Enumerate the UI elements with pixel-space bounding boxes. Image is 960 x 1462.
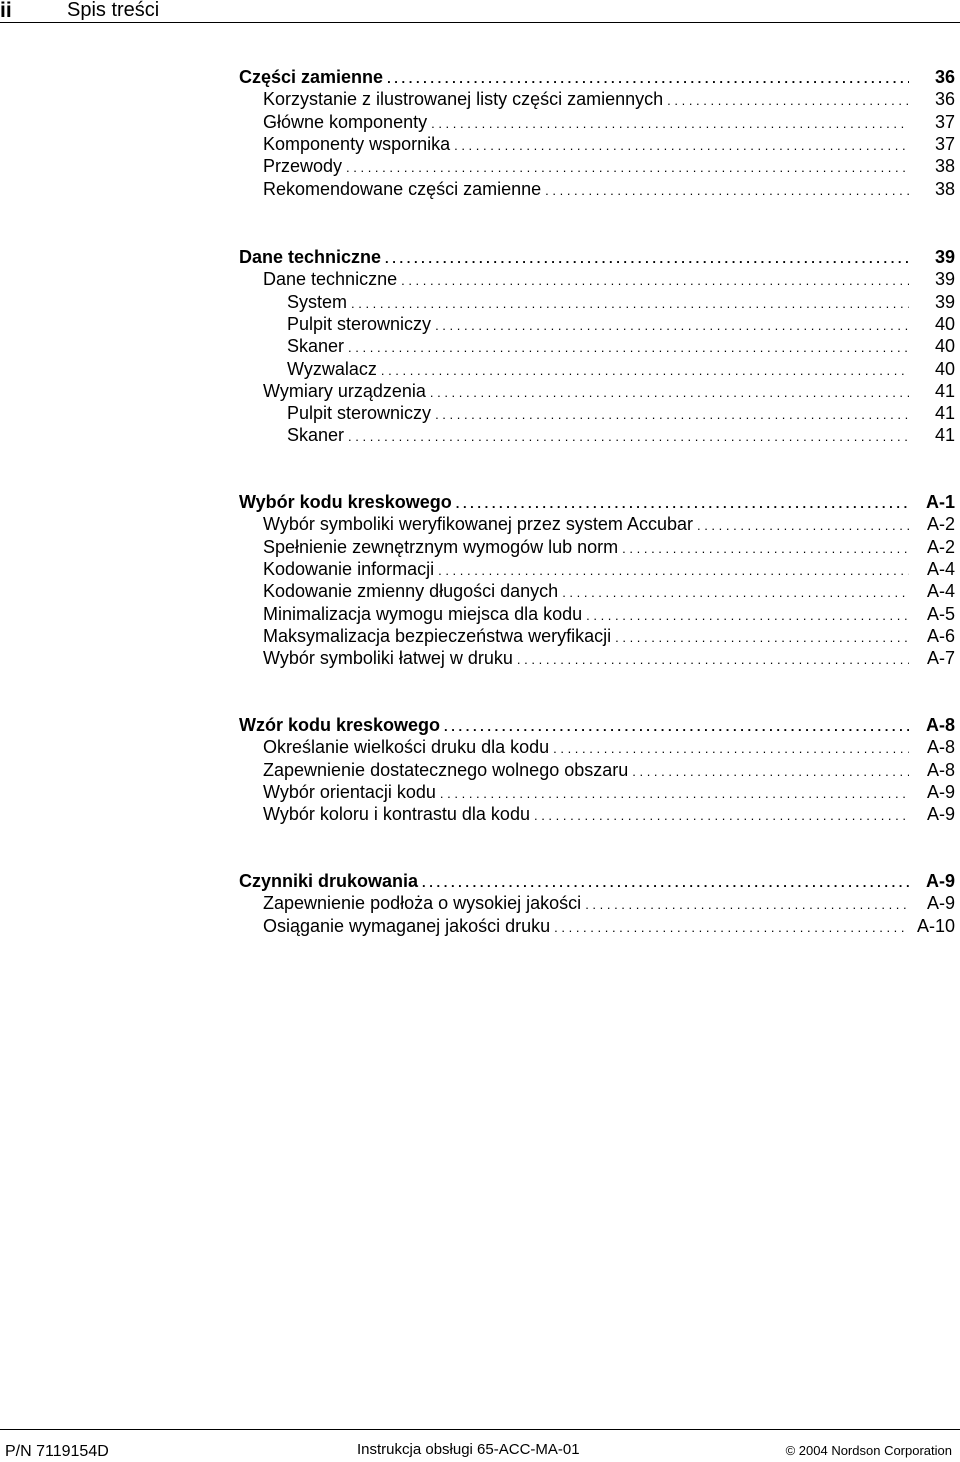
toc-entry[interactable] <box>263 380 955 402</box>
toc-entry[interactable] <box>263 88 955 110</box>
toc-entry-label: Maksymalizacja bezpieczeństwa weryfikacji <box>263 625 612 646</box>
toc-entry-page: A-7 <box>926 648 955 669</box>
page-title: Spis treści <box>67 0 160 21</box>
dot-leader <box>344 337 909 359</box>
dot-leader <box>344 426 909 448</box>
dot-leader <box>530 805 909 827</box>
dot-leader <box>347 293 909 315</box>
toc-entry-label: Przewody <box>263 156 343 177</box>
toc-entry-page: 40 <box>934 358 955 379</box>
toc-entry-page: A-8 <box>926 737 955 758</box>
toc-entry-page: A-9 <box>926 804 955 825</box>
dot-leader <box>628 761 909 783</box>
dot-leader <box>541 180 909 202</box>
toc-entry-label: Osiąganie wymaganej jakości druku <box>263 915 551 936</box>
toc-entry-label: Wybór kodu kreskowego <box>239 492 452 512</box>
toc-entry[interactable] <box>263 892 955 914</box>
dot-leader <box>550 917 909 939</box>
manual-id: Instrukcja obsługi 65-ACC-MA-01 <box>357 1441 580 1458</box>
page-footer <box>0 1429 960 1462</box>
toc-entry-page: 40 <box>934 336 955 357</box>
toc-entry[interactable] <box>287 313 955 335</box>
toc-entry[interactable] <box>263 268 955 290</box>
toc-entry[interactable] <box>263 133 955 155</box>
toc-entry-page: 39 <box>934 247 955 267</box>
toc-entry-page: A-9 <box>925 871 955 891</box>
toc-entry-label: Dane techniczne <box>263 269 398 290</box>
dot-leader <box>693 515 909 537</box>
toc-entry-label: Główne komponenty <box>263 111 428 132</box>
toc-entry-label: Czynniki drukowania <box>239 871 419 891</box>
toc-entry-label: Kodowanie zmienny długości danych <box>263 581 559 602</box>
copyright: © 2004 Nordson Corporation <box>785 1443 952 1458</box>
dot-leader <box>418 872 909 894</box>
toc-entry-label: Części zamienne <box>239 67 384 87</box>
toc-entry-page: 41 <box>934 380 955 401</box>
toc-entry-label: Wybór symboliki weryfikowanej przez system Accubar <box>263 514 693 535</box>
dot-leader <box>581 894 909 916</box>
toc-entry[interactable] <box>263 536 955 558</box>
dot-leader <box>381 248 909 270</box>
toc-entry-page: A-2 <box>926 536 955 557</box>
toc-entry-page: 41 <box>934 425 955 446</box>
toc-entry-label: Spełnienie zewnętrznym wymogów lub norm <box>263 536 619 557</box>
toc-entry-page: A-6 <box>926 625 955 646</box>
dot-leader <box>436 783 909 805</box>
toc-entry-page: A-4 <box>926 581 955 602</box>
part-number: P/N 7119154D <box>5 1443 109 1460</box>
toc-entry-page: 37 <box>934 133 955 154</box>
dot-leader <box>549 738 909 760</box>
toc-entry[interactable] <box>263 603 955 625</box>
toc-entry-label: Korzystanie z ilustrowanej listy części zamiennych <box>263 89 664 110</box>
toc-entry[interactable] <box>263 178 955 200</box>
toc-entry-label: System <box>287 291 348 312</box>
toc-entry-page: 40 <box>934 313 955 334</box>
toc-entry[interactable] <box>263 803 955 825</box>
dot-leader <box>450 135 909 157</box>
dot-leader <box>434 560 909 582</box>
toc-entry-label: Skaner <box>287 336 345 357</box>
dot-leader <box>513 649 909 671</box>
toc-entry[interactable] <box>287 358 955 380</box>
toc-entry-label: Skaner <box>287 425 345 446</box>
toc-entry-page: 39 <box>934 269 955 290</box>
toc-entry-label: Wybór symboliki łatwej w druku <box>263 648 513 669</box>
toc-entry-page: 41 <box>934 403 955 424</box>
toc-entry-page: A-8 <box>926 759 955 780</box>
toc-entry[interactable] <box>263 155 955 177</box>
toc-entry-label: Wzór kodu kreskowego <box>239 715 441 735</box>
toc-entry-label: Dane techniczne <box>239 247 382 267</box>
dot-leader <box>440 716 909 738</box>
toc-entry[interactable] <box>263 915 955 937</box>
toc-entry[interactable] <box>287 335 955 357</box>
toc-entry-label: Minimalizacja wymogu miejsca dla kodu <box>263 603 583 624</box>
toc-entry[interactable] <box>263 513 955 535</box>
toc-entry[interactable] <box>287 402 955 424</box>
toc-entry-page: 39 <box>934 291 955 312</box>
toc-entry-label: Pulpit sterowniczy <box>287 403 432 424</box>
toc-entry-page: A-8 <box>925 715 955 735</box>
toc-entry-page: 38 <box>934 156 955 177</box>
toc-entry-page: A-2 <box>926 514 955 535</box>
toc-entry-page: A-9 <box>926 893 955 914</box>
page-number: ii <box>0 0 12 22</box>
dot-leader <box>452 493 909 515</box>
toc-section-heading[interactable] <box>239 66 955 88</box>
toc-entry-label: Określanie wielkości druku dla kodu <box>263 737 550 758</box>
dot-leader <box>377 360 909 382</box>
toc-entry[interactable] <box>287 291 955 313</box>
toc-entry-page: 38 <box>934 178 955 199</box>
toc-entry[interactable] <box>263 647 955 669</box>
toc-entry[interactable] <box>263 580 955 602</box>
toc-entry-page: A-10 <box>916 915 955 936</box>
dot-leader <box>431 404 909 426</box>
toc-entry-page: 36 <box>934 89 955 110</box>
toc-entry-label: Zapewnienie podłoża o wysokiej jakości <box>263 893 582 914</box>
toc-entry[interactable] <box>263 625 955 647</box>
toc-entry-page: A-4 <box>926 558 955 579</box>
dot-leader <box>611 627 909 649</box>
page-header <box>0 0 960 23</box>
toc-section-heading[interactable] <box>239 246 955 268</box>
dot-leader <box>383 68 909 90</box>
toc-entry[interactable] <box>263 558 955 580</box>
toc-entry-label: Kodowanie informacji <box>263 558 435 579</box>
toc-entry-label: Zapewnienie dostatecznego wolnego obszaru <box>263 759 629 780</box>
toc-entry-page: 36 <box>934 67 955 87</box>
toc-entry-label: Wybór orientacji kodu <box>263 781 436 802</box>
dot-leader <box>582 605 909 627</box>
toc-entry-label: Wymiary urządzenia <box>263 380 426 401</box>
toc-entry[interactable] <box>287 424 955 446</box>
toc-entry-page: A-5 <box>926 603 955 624</box>
toc-entry-label: Pulpit sterowniczy <box>287 313 432 334</box>
toc-entry-page: A-1 <box>925 492 955 512</box>
toc-entry-label: Rekomendowane części zamienne <box>263 178 542 199</box>
toc-entry[interactable] <box>263 111 955 133</box>
dot-leader <box>431 315 909 337</box>
toc-entry[interactable] <box>263 759 955 781</box>
dot-leader <box>558 582 909 604</box>
toc-entry-label: Komponenty wspornika <box>263 133 451 154</box>
dot-leader <box>426 382 909 404</box>
dot-leader <box>427 113 909 135</box>
toc-section-heading[interactable] <box>239 870 955 892</box>
toc-entry-page: A-9 <box>926 781 955 802</box>
toc-entry[interactable] <box>263 781 955 803</box>
toc-entry-label: Wybór koloru i kontrastu dla kodu <box>263 804 530 825</box>
dot-leader <box>618 538 909 560</box>
dot-leader <box>342 157 909 179</box>
toc-entry-page: 37 <box>934 111 955 132</box>
dot-leader <box>663 90 909 112</box>
toc-section-heading[interactable] <box>239 491 955 513</box>
dot-leader <box>397 270 909 292</box>
toc-entry[interactable] <box>263 736 955 758</box>
toc-entry-label: Wyzwalacz <box>287 358 377 379</box>
toc-section-heading[interactable] <box>239 714 955 736</box>
